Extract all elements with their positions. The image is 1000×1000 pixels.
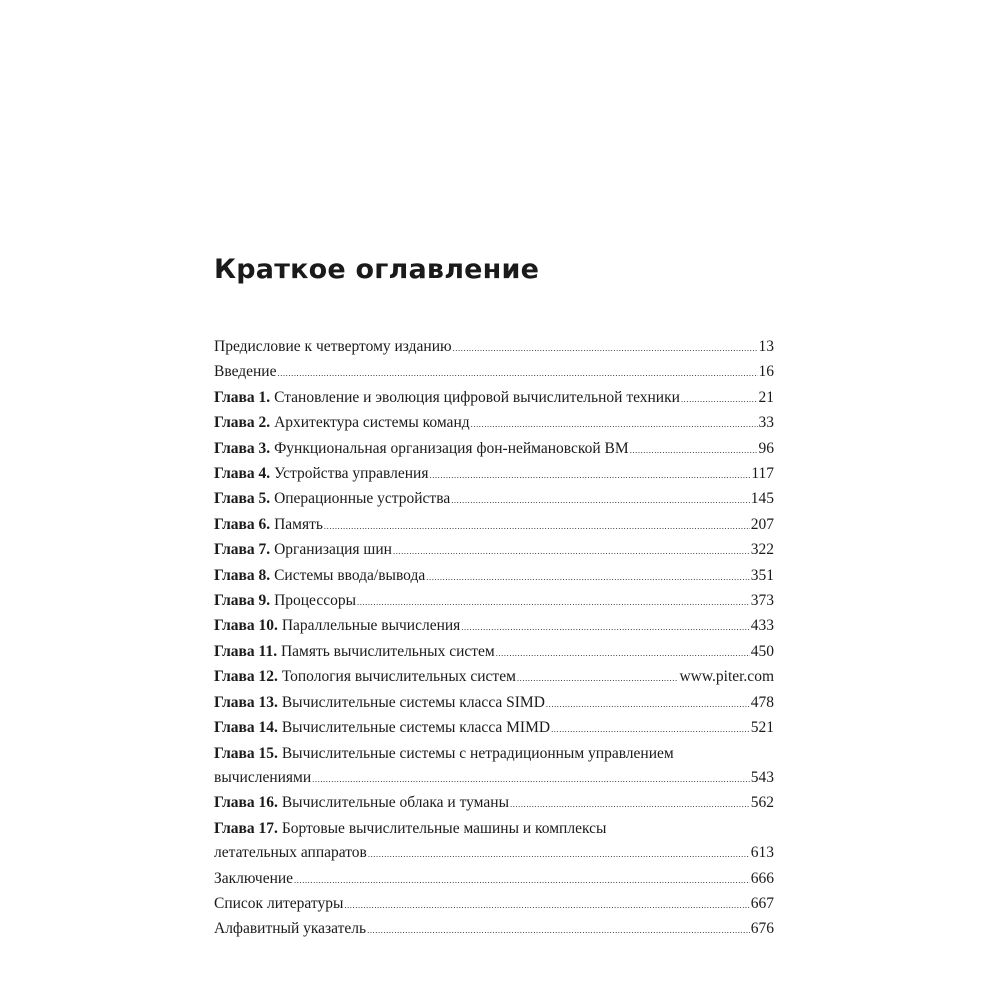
chapter-title: Вычислительные системы класса MIMD [281, 719, 551, 737]
chapter-label: Глава 9. [214, 592, 271, 610]
toc-entry-title [214, 411, 470, 435]
toc-entry-chapter-7 [214, 538, 774, 563]
dot-leader [551, 717, 750, 741]
chapter-label: Глава 10. [214, 617, 278, 635]
dot-leader [294, 868, 750, 892]
toc-entry-chapter-17 [214, 817, 774, 867]
toc-entry-title [214, 691, 545, 715]
dot-leader [681, 387, 758, 411]
dot-leader [453, 336, 758, 360]
chapter-title: Память [274, 515, 323, 533]
toc-page-number: 16 [758, 363, 774, 381]
toc-page-number: 322 [750, 541, 774, 559]
chapter-title: Процессоры [274, 592, 356, 610]
chapter-label: Глава 15. [214, 744, 278, 762]
chapter-label: Глава 14. [214, 719, 278, 737]
toc-entry-chapter-16 [214, 791, 774, 816]
toc-entry-title [214, 437, 629, 461]
dot-leader [451, 488, 750, 512]
toc-entry-chapter-6 [214, 513, 774, 538]
chapter-title: Вычислительные системы с нетрадиционным управлением [281, 744, 674, 762]
chapter-title-continuation: вычислениями [214, 768, 312, 786]
chapter-title: Топология вычислительных систем [281, 668, 516, 686]
toc-entry-title: Алфавитный указатель [214, 920, 367, 938]
dot-leader [426, 565, 750, 589]
toc-page-number: 478 [750, 693, 774, 711]
toc-entry-conclusion [214, 867, 774, 892]
toc-page-number: 676 [750, 920, 774, 938]
toc-entry-chapter-4 [214, 462, 774, 487]
chapter-label: Глава 4. [214, 465, 271, 483]
toc-entry-title [214, 614, 460, 638]
toc-entry-chapter-10 [214, 614, 774, 639]
chapter-label: Глава 17. [214, 819, 278, 837]
toc-entry-index [214, 917, 774, 942]
toc-entry-continuation [214, 841, 774, 866]
chapter-title: Организация шин [274, 541, 392, 559]
toc-entry-title [214, 640, 495, 664]
toc-page-number: 433 [750, 617, 774, 635]
toc-page-number: 145 [750, 490, 774, 508]
toc-page-number: 13 [758, 338, 774, 355]
toc-entry-chapter-9 [214, 589, 774, 614]
chapter-title: Системы ввода/вывода [274, 566, 426, 584]
chapter-title: Память вычислительных систем [280, 642, 495, 660]
chapter-title: Устройства управления [274, 465, 429, 483]
chapter-title-continuation: летательных аппаратов [214, 844, 367, 862]
chapter-label: Глава 2. [214, 414, 271, 432]
toc-entry-title [214, 386, 680, 410]
toc-page-number: 562 [750, 794, 774, 812]
chapter-label: Глава 3. [214, 439, 271, 457]
toc-page-number: 117 [751, 465, 774, 483]
toc-entry-chapter-3 [214, 437, 774, 462]
toc-entry-chapter-15 [214, 742, 774, 792]
toc-page-number: 373 [750, 592, 774, 610]
dot-leader [357, 590, 750, 614]
toc-entry-title [214, 487, 450, 511]
chapter-label: Глава 11. [214, 642, 278, 660]
toc-entry-title [214, 513, 323, 537]
toc-entry-chapter-5 [214, 487, 774, 512]
toc-entry-preface [214, 335, 774, 360]
toc-page-number: 96 [758, 439, 774, 457]
toc-page-number: 613 [750, 844, 774, 862]
dot-leader [368, 842, 750, 866]
chapter-title: Параллельные вычисления [281, 617, 461, 635]
toc-entry-chapter-13 [214, 691, 774, 716]
chapter-label: Глава 12. [214, 668, 278, 686]
toc-page-number: 33 [758, 414, 774, 432]
chapter-title: Архитектура системы команд [274, 414, 470, 432]
chapter-label: Глава 13. [214, 693, 278, 711]
chapter-title: Вычислительные облака и туманы [281, 794, 509, 812]
chapter-title: Становление и эволюция цифровой вычислительной техники [274, 388, 680, 406]
toc-page-number: 207 [750, 515, 774, 533]
chapter-label: Глава 8. [214, 566, 271, 584]
toc-entry-title [214, 589, 356, 613]
dot-leader [517, 666, 679, 690]
toc-entry-chapter-11 [214, 640, 774, 665]
chapter-title: Вычислительные системы класса SIMD [281, 693, 545, 711]
table-of-contents [214, 335, 774, 943]
toc-entry-title: Введение [214, 363, 277, 381]
chapter-label: Глава 1. [214, 388, 271, 406]
toc-entry-chapter-1 [214, 386, 774, 411]
chapter-label: Глава 16. [214, 794, 278, 812]
toc-entry-chapter-2 [214, 411, 774, 436]
toc-entry-chapter-8 [214, 564, 774, 589]
page-title: Краткое оглавление [214, 254, 540, 285]
chapter-label: Глава 5. [214, 490, 271, 508]
chapter-label: Глава 6. [214, 515, 271, 533]
toc-entry-chapter-14 [214, 716, 774, 741]
toc-entry-title [214, 716, 550, 740]
dot-leader [510, 792, 750, 816]
toc-entry-title: Заключение [214, 869, 294, 887]
dot-leader [546, 692, 750, 716]
toc-page-number: 543 [750, 768, 774, 786]
toc-page-number: 351 [750, 566, 774, 584]
dot-leader [312, 767, 750, 791]
dot-leader [461, 615, 749, 639]
toc-page-number: 21 [758, 388, 774, 406]
toc-page-number: 450 [750, 642, 774, 660]
chapter-label: Глава 7. [214, 541, 271, 559]
toc-entry-title [214, 742, 774, 766]
toc-page-number: 666 [750, 869, 774, 887]
toc-entry-title [214, 665, 516, 689]
toc-entry-bibliography [214, 892, 774, 917]
dot-leader [344, 893, 749, 917]
toc-entry-title [214, 817, 774, 841]
toc-entry-title [214, 791, 509, 815]
dot-leader [277, 361, 757, 385]
chapter-title: Бортовые вычислительные машины и комплексы [281, 819, 607, 837]
toc-entry-title [214, 538, 392, 562]
dot-leader [367, 918, 750, 942]
dot-leader [630, 438, 758, 462]
toc-entry-title: Список литературы [214, 894, 344, 912]
toc-entry-title [214, 564, 425, 588]
toc-entry-title [214, 462, 428, 486]
toc-page-number: 521 [750, 719, 774, 737]
toc-entry-introduction [214, 360, 774, 385]
toc-page-number: 667 [750, 894, 774, 912]
dot-leader [496, 641, 750, 665]
chapter-title: Функциональная организация фон-неймановской ВМ [274, 439, 629, 457]
dot-leader [429, 463, 750, 487]
chapter-title: Операционные устройства [274, 490, 451, 508]
dot-leader [471, 412, 758, 436]
toc-entry-continuation [214, 766, 774, 791]
dot-leader [393, 539, 750, 563]
toc-entry-title: Предисловие к четвертому изданию [214, 338, 452, 355]
toc-entry-chapter-12 [214, 665, 774, 690]
dot-leader [324, 514, 750, 538]
toc-web-link[interactable]: www.piter.com [679, 668, 774, 686]
